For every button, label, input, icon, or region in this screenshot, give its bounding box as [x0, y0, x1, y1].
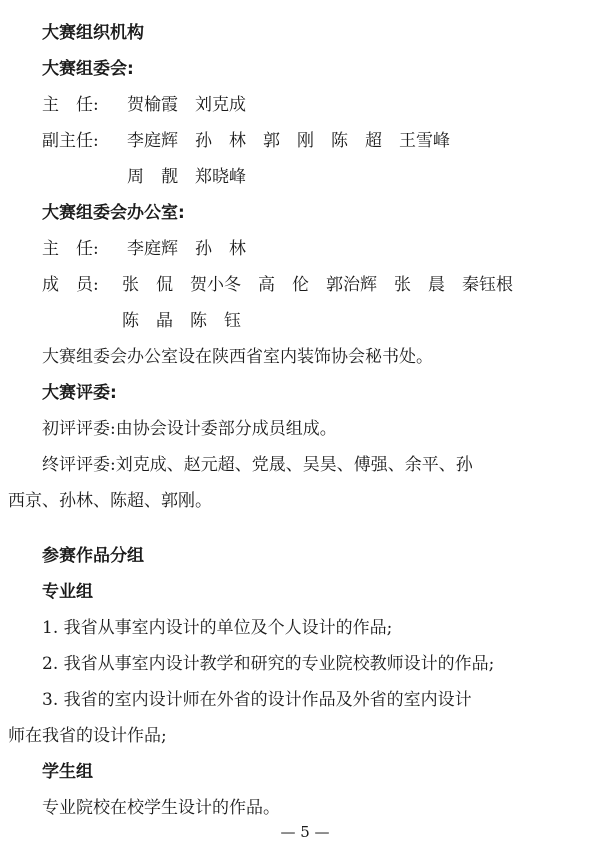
office-director-names: 李庭辉 孙 林 — [127, 239, 246, 259]
student-group-description: 专业院校在校学生设计的作品。 — [42, 798, 280, 818]
final-judges: 终评评委:刘克成、赵元超、党晟、吴昊、傅强、余平、孙 — [42, 455, 473, 475]
office-members-names: 张 侃 贺小冬 高 伦 郭治辉 张 晨 秦钰根 — [122, 275, 513, 295]
student-group-heading: 学生组 — [42, 762, 93, 782]
office-heading: 大赛组委会办公室: — [42, 203, 185, 223]
final-judges-continued: 西京、孙林、陈超、郭刚。 — [8, 491, 212, 511]
office-members-names-continued: 陈 晶 陈 钰 — [122, 311, 241, 331]
professional-item-3: 3. 我省的室内设计师在外省的设计作品及外省的室内设计 — [42, 690, 472, 710]
section-heading-organization: 大赛组织机构 — [42, 23, 144, 43]
committee-deputy-label: 副主任: — [42, 131, 99, 151]
professional-item-3-continued: 师在我省的设计作品; — [8, 726, 167, 746]
page-number: — 5 — — [280, 823, 330, 841]
section-heading-groups: 参赛作品分组 — [42, 546, 144, 566]
committee-director-names: 贺榆霞 刘克成 — [127, 95, 246, 115]
preliminary-judges: 初评评委:由协会设计委部分成员组成。 — [42, 419, 337, 439]
professional-item-1: 1. 我省从事室内设计的单位及个人设计的作品; — [42, 618, 393, 638]
committee-deputy-names-continued: 周 靓 郑晓峰 — [127, 167, 246, 187]
committee-deputy-names: 李庭辉 孙 林 郭 刚 陈 超 王雪峰 — [127, 131, 450, 151]
office-members-label: 成 员: — [42, 275, 99, 295]
judges-heading: 大赛评委: — [42, 383, 117, 403]
committee-director-label: 主 任: — [42, 95, 99, 115]
office-director-label: 主 任: — [42, 239, 99, 259]
professional-item-2: 2. 我省从事室内设计教学和研究的专业院校教师设计的作品; — [42, 654, 495, 674]
professional-group-heading: 专业组 — [42, 582, 93, 602]
committee-heading: 大赛组委会: — [42, 59, 134, 79]
office-location-note: 大赛组委会办公室设在陕西省室内装饰协会秘书处。 — [42, 347, 433, 367]
